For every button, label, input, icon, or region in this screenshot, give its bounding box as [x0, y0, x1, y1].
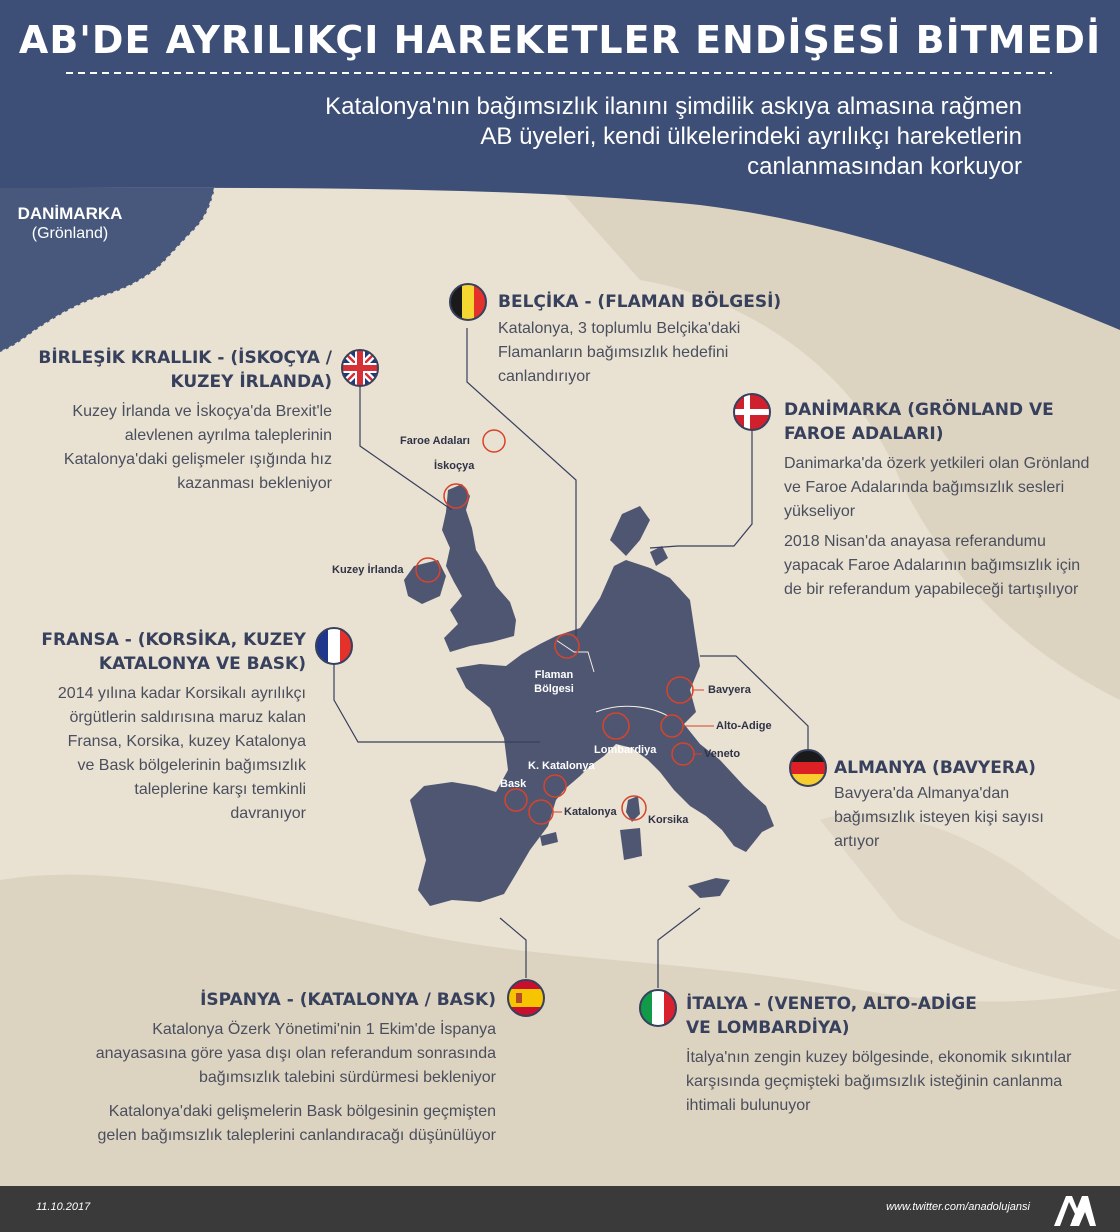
- text-line: yükseliyor: [784, 503, 856, 520]
- text-line: DANİMARKA (GRÖNLAND VE: [784, 400, 1054, 420]
- text-line: taleplerine karşı temkinli: [134, 781, 306, 798]
- germany-body: [834, 782, 1094, 854]
- map-label-north-catalonia: K. Katalonya: [528, 760, 595, 772]
- text-line: 2018 Nisan'da anayasa referandumu: [784, 533, 1046, 550]
- text-line: alevlenen ayrılma taleplerinin: [124, 427, 332, 444]
- text-line: gelen bağımsızlık taleplerini canlandıracağı düşünülüyor: [97, 1127, 496, 1144]
- text-line: Danimarka'da özerk yetkileri olan Grönland: [784, 455, 1090, 472]
- map-label-flanders: [534, 668, 574, 696]
- text-line: Bavyera'da Almanya'dan: [834, 785, 1010, 802]
- text-line: KUZEY İRLANDA): [170, 372, 332, 392]
- flag-denmark-icon: [732, 392, 772, 432]
- italy-panel: [686, 992, 1106, 1118]
- subtitle-line: Katalonya'nın bağımsızlık ilanını şimdilik askıya almasına rağmen: [325, 93, 1022, 120]
- text-line: İtalya'nın zengin kuzey bölgesinde, ekonomik sıkıntılar: [686, 1049, 1072, 1066]
- text-line: ve Faroe Adalarında bağımsızlık sesleri: [784, 479, 1065, 496]
- map-label-corsica: Korsika: [648, 814, 689, 826]
- text-line: artıyor: [834, 833, 880, 850]
- footer-bar: [0, 1186, 1120, 1232]
- uk-title: [30, 346, 332, 394]
- italy-title: [686, 992, 1106, 1040]
- spain-panel: [90, 988, 496, 1148]
- belgium-panel: [498, 290, 798, 389]
- text-line: Katalonya, 3 toplumlu Belçika'daki: [498, 320, 741, 337]
- greenland-name: DANİMARKA: [17, 204, 123, 223]
- flag-belgium-icon: [448, 282, 488, 322]
- page-title: AB'DE AYRILIKÇI HAREKETLER ENDİŞESİ BİTMEDİ: [18, 18, 1102, 62]
- text-line: FAROE ADALARI): [784, 424, 944, 444]
- greenland-label: [10, 204, 130, 244]
- flag-italy-icon: [638, 988, 678, 1028]
- flag-spain-icon: [506, 978, 546, 1018]
- subtitle-line: AB üyeleri, kendi ülkelerindeki ayrılıkçı hareketlerin: [480, 123, 1022, 150]
- uk-panel: [30, 346, 332, 496]
- denmark-panel: [784, 398, 1104, 602]
- text-line: bağımsızlık talebini sürdürmesi bekleniyor: [198, 1069, 496, 1086]
- text-line: Flamanların bağımsızlık hedefini: [498, 344, 729, 361]
- text-line: de bir referandum yapabileceği tartışılıyor: [784, 581, 1079, 598]
- text-line: VE LOMBARDİYA): [686, 1018, 850, 1038]
- text-line: kazanması bekleniyor: [177, 475, 332, 492]
- text-line: Bölgesi: [534, 683, 574, 695]
- belgium-body: [498, 317, 798, 389]
- text-line: ihtimali bulunuyor: [686, 1097, 811, 1114]
- text-line: 2014 yılına kadar Korsikalı ayrılıkçı: [57, 685, 306, 702]
- subtitle-line: canlanmasından korkuyor: [747, 153, 1022, 180]
- flag-germany-icon: [788, 748, 828, 788]
- map-label-scotland: İskoçya: [434, 460, 475, 472]
- denmark-body-2: [784, 530, 1104, 602]
- text-line: Kuzey İrlanda ve İskoçya'da Brexit'le: [72, 403, 332, 420]
- text-line: KATALONYA VE BASK): [98, 654, 306, 674]
- map-label-catalonia: Katalonya: [564, 806, 617, 818]
- text-line: İTALYA - (VENETO, ALTO-ADİGE: [686, 994, 977, 1014]
- aa-logo-icon: [1050, 1190, 1098, 1230]
- flag-uk-icon: [340, 348, 380, 388]
- text-line: davranıyor: [230, 805, 306, 822]
- greenland-sub: (Grönland): [31, 225, 109, 242]
- denmark-body-1: [784, 452, 1104, 524]
- text-line: FRANSA - (KORSİKA, KUZEY: [41, 630, 306, 650]
- text-line: BİRLEŞİK KRALLIK - (İSKOÇYA /: [38, 348, 332, 368]
- map-label-veneto: Veneto: [704, 748, 741, 760]
- france-body: [20, 682, 306, 826]
- text-line: karşısında geçmişteki bağımsızlık isteğinin canlanma: [686, 1073, 1063, 1090]
- text-line: Katalonya Özerk Yönetimi'nin 1 Ekim'de İspanya: [152, 1021, 496, 1038]
- text-line: canlandırıyor: [498, 368, 591, 385]
- denmark-title: [784, 398, 1104, 446]
- uk-body: [30, 400, 332, 496]
- text-line: Fransa, Korsika, kuzey Katalonya: [67, 733, 306, 750]
- text-line: yapacak Faroe Adalarının bağımsızlık için: [784, 557, 1081, 574]
- germany-title: ALMANYA (BAVYERA): [834, 758, 1036, 778]
- text-line: Flaman: [534, 669, 574, 681]
- text-line: Katalonya'daki gelişmelerin Bask bölgesinin geçmişten: [108, 1103, 496, 1120]
- text-line: örgütlerin saldırısına maruz kalan: [69, 709, 306, 726]
- text-line: Katalonya'daki gelişmeler ışığında hız: [63, 451, 332, 468]
- france-panel: [20, 628, 306, 826]
- spain-body-1: [90, 1018, 496, 1090]
- spain-title: İSPANYA - (KATALONYA / BASK): [200, 990, 496, 1010]
- map-label-basque: Bask: [500, 778, 527, 790]
- flag-france-icon: [314, 626, 354, 666]
- italy-body: [686, 1046, 1106, 1118]
- text-line: ve Bask bölgelerinin bağımsızlık: [77, 757, 306, 774]
- map-label-alto-adige: Alto-Adige: [716, 720, 772, 732]
- germany-panel: [834, 756, 1094, 854]
- publish-date: 11.10.2017: [36, 1201, 91, 1213]
- map-label-faroe: Faroe Adaları: [400, 435, 470, 447]
- text-line: bağımsızlık isteyen kişi sayısı: [834, 809, 1044, 826]
- map-label-northern-ireland: Kuzey İrlanda: [332, 564, 404, 576]
- twitter-link[interactable]: www.twitter.com/anadolujansi: [886, 1201, 1030, 1213]
- text-line: anayasasına göre yasa dışı olan referandum sonrasında: [95, 1045, 496, 1062]
- map-label-lombardy: Lombardiya: [594, 744, 657, 756]
- page-subtitle: [262, 92, 1022, 182]
- belgium-title: BELÇİKA - (FLAMAN BÖLGESİ): [498, 292, 782, 312]
- map-label-bavaria: Bavyera: [708, 684, 751, 696]
- spain-body-2: [90, 1100, 496, 1148]
- france-title: [20, 628, 306, 676]
